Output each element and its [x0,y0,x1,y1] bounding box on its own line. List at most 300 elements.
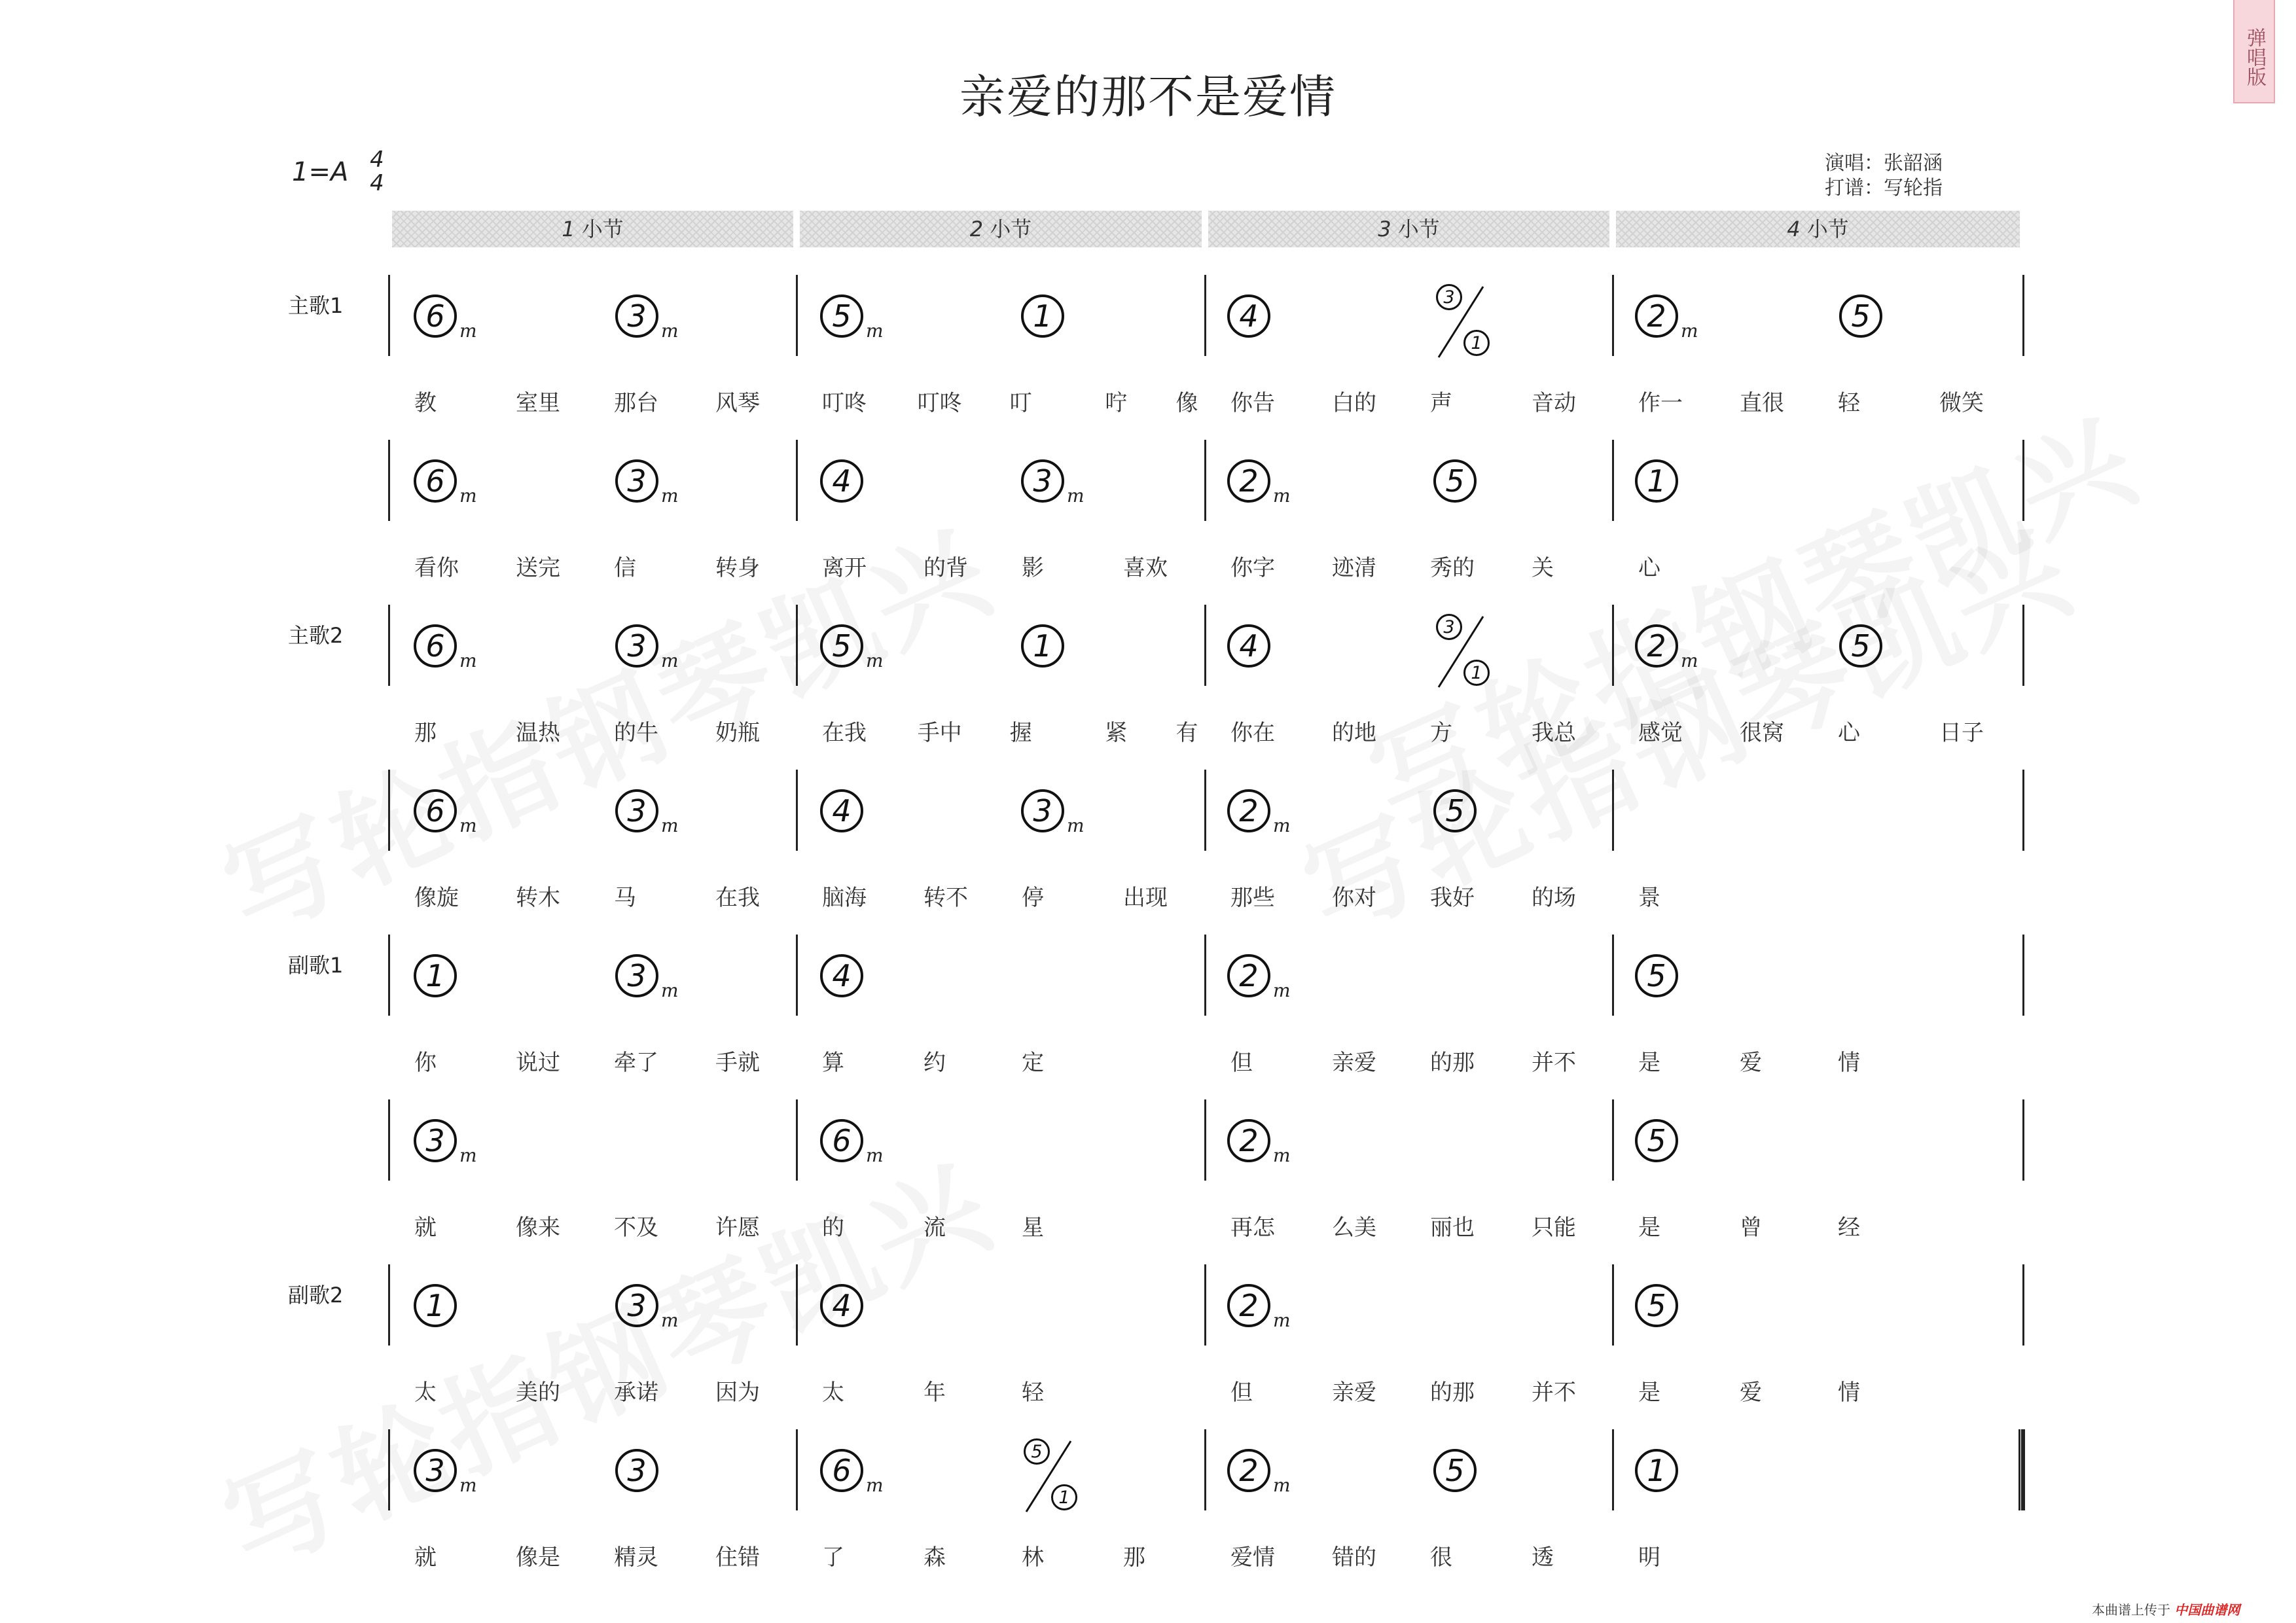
chord [615,624,679,671]
lyric-syllable: 音动 [1532,390,1576,416]
chord-root-circle: 3 [1436,284,1462,310]
lyric-syllable: 的地 [1332,720,1376,746]
chord [615,294,679,342]
lyric-syllable: 叮 [1009,390,1032,416]
section-label: 主歌1 [288,293,344,318]
barline [388,1099,390,1181]
lyric-syllable: 是 [1638,1215,1660,1241]
lyric-syllable: 我总 [1532,720,1576,746]
barline [2022,935,2024,1016]
chord-circle: 2 [1227,789,1270,832]
chord-circle: 3 [1021,789,1064,832]
barline [796,770,798,851]
barline [1204,1099,1206,1181]
lyric-syllable: 你 [414,1050,437,1076]
measure-number: 4 [1787,217,1801,241]
chord [414,1449,477,1496]
chord-circle: 3 [1021,459,1064,503]
barline [1612,275,1614,356]
lyric-syllable: 那 [414,720,437,746]
lyric-syllable: 爱 [1740,1380,1762,1406]
lyric-syllable: 因为 [715,1380,760,1406]
chord [1433,459,1477,503]
barline [796,605,798,686]
lyric-syllable: 感觉 [1638,720,1683,746]
lyric-syllable: 年 [924,1380,946,1406]
chord-circle: 4 [1227,624,1270,668]
lyric-syllable: 像来 [516,1215,560,1241]
chord-circle: 5 [1433,1449,1477,1492]
chord [820,459,863,503]
chord-minor-mark: m [459,815,477,836]
chord-circle: 3 [615,294,658,338]
barline [1204,935,1206,1016]
chord-minor-mark: m [866,320,884,342]
lyric-syllable: 叮咚 [822,390,867,416]
chord-minor-mark: m [1067,815,1085,836]
chord-root-circle: 3 [1436,614,1462,640]
lyric-syllable: 作一 [1638,390,1683,416]
lyric-syllable: 并不 [1532,1050,1576,1076]
barline [796,1264,798,1346]
chord-circle: 5 [1433,789,1477,832]
chord-minor-mark: m [1273,1474,1291,1496]
chord-minor-mark: m [661,650,679,671]
time-signature-top: 4 [370,147,384,173]
lyric-syllable: 很 [1430,1544,1452,1571]
chord [1635,1119,1678,1162]
chord [1227,789,1291,836]
chord [414,294,477,342]
lyric-syllable: 的 [822,1215,844,1241]
lyric-syllable: 在我 [822,720,867,746]
key-degree: 1 [292,157,309,187]
measure-number: 3 [1378,217,1391,241]
barline [1204,605,1206,686]
watermark [196,1118,1015,1599]
chord [414,789,477,836]
lyric-syllable: 是 [1638,1050,1660,1076]
chord-minor-mark: m [1273,815,1291,836]
chord-circle: 2 [1635,624,1678,668]
lyric-syllable: 么美 [1332,1215,1376,1241]
chord [1635,624,1698,671]
barline [1612,1429,1614,1510]
chord-circle: 1 [1021,294,1064,338]
lyric-syllable: 亲爱 [1332,1050,1376,1076]
lyric-syllable: 你在 [1230,720,1275,746]
measure-header [1616,211,2020,247]
chord [820,1119,884,1166]
lyric-syllable: 爱情 [1230,1544,1275,1571]
chord-circle: 3 [615,459,658,503]
lyric-syllable: 转木 [516,885,560,911]
chord-circle: 5 [820,294,863,338]
lyric-syllable: 住错 [715,1544,760,1571]
lyric-syllable: 森 [924,1544,946,1571]
measure-header [1208,211,1609,247]
chord [820,294,884,342]
lyric-syllable: 我好 [1430,885,1475,911]
chord [820,624,884,671]
lyric-syllable: 出现 [1123,885,1168,911]
lyric-syllable: 说过 [516,1050,560,1076]
lyric-syllable: 看你 [414,555,459,581]
lyric-syllable: 马 [614,885,636,911]
chord-minor-mark: m [1067,485,1085,507]
chord [820,789,863,832]
barline [796,275,798,356]
lyric-syllable: 关 [1532,555,1554,581]
barline [388,1429,390,1510]
chord-minor-mark: m [459,650,477,671]
chord-circle: 1 [1635,1449,1678,1492]
chord-circle: 6 [414,459,457,503]
lyric-syllable: 咛 [1105,390,1128,416]
slash-chord [1021,1438,1077,1514]
lyric-syllable: 亲爱 [1332,1380,1376,1406]
lyric-syllable: 奶瓶 [715,720,760,746]
chord [1839,294,1882,338]
measure-label: 小节 [1391,217,1440,241]
barline [2022,1264,2024,1346]
chord-circle: 6 [414,624,457,668]
lyric-syllable: 很窝 [1740,720,1784,746]
lyric-syllable: 定 [1022,1050,1044,1076]
chord-circle: 5 [1635,1284,1678,1327]
chord-minor-mark: m [661,980,679,1001]
chord [820,1284,863,1327]
lyric-syllable: 透 [1532,1544,1554,1571]
barline [388,605,390,686]
chord-minor-mark: m [661,485,679,507]
chord [1021,294,1064,338]
lyric-syllable: 的那 [1430,1050,1475,1076]
lyric-syllable: 情 [1838,1380,1860,1406]
lyric-syllable: 送完 [516,555,560,581]
chord [1635,954,1678,997]
lyric-syllable: 像是 [516,1544,560,1571]
barline [1612,605,1614,686]
lyric-syllable: 转不 [924,885,968,911]
chord [1635,1284,1678,1327]
chord-circle: 5 [1839,624,1882,668]
chord-minor-mark: m [1273,980,1291,1001]
lyric-syllable: 在我 [715,885,760,911]
barline [1204,440,1206,521]
lyric-syllable: 那 [1123,1544,1145,1571]
score-title: 亲爱的那不是爱情 [960,70,1336,124]
key-signature [292,157,348,187]
lyric-syllable: 轻 [1022,1380,1044,1406]
chord [1433,789,1477,832]
slash-chord [1433,614,1490,690]
chord-circle: 1 [414,954,457,997]
chord-minor-mark: m [1681,650,1698,671]
chord-minor-mark: m [1273,1145,1291,1166]
lyric-syllable: 影 [1022,555,1044,581]
chord-circle: 2 [1227,1119,1270,1162]
lyric-syllable: 星 [1022,1215,1044,1241]
lyric-syllable: 情 [1838,1050,1860,1076]
lyric-syllable: 手就 [715,1050,760,1076]
lyric-syllable: 声 [1430,390,1452,416]
chord-circle: 1 [414,1284,457,1327]
chord-circle: 4 [820,789,863,832]
lyric-syllable: 的场 [1532,885,1576,911]
barline [388,935,390,1016]
lyric-syllable: 握 [1009,720,1032,746]
measure-header [800,211,1202,247]
chord [1839,624,1882,668]
chord-circle: 6 [820,1449,863,1492]
chord-minor-mark: m [1273,1310,1291,1331]
barline [388,275,390,356]
barline [796,935,798,1016]
chord-minor-mark: m [866,650,884,671]
chord-circle: 3 [615,1284,658,1327]
chord-circle: 1 [1635,459,1678,503]
lyric-syllable: 喜欢 [1123,555,1168,581]
chord-circle: 2 [1635,294,1678,338]
section-label: 副歌2 [288,1283,344,1308]
upload-note [2092,1599,2240,1618]
chord [414,954,457,997]
lyric-syllable: 手中 [917,720,962,746]
lyric-syllable: 是 [1638,1380,1660,1406]
chord [1227,1449,1291,1496]
barline [1612,1099,1614,1181]
barline [1612,935,1614,1016]
performance-version-stamp: 弹唱版 [2233,0,2275,103]
lyric-syllable: 再怎 [1230,1215,1275,1241]
chord-circle: 5 [820,624,863,668]
lyric-syllable: 心 [1838,720,1860,746]
lyric-syllable: 微笑 [1939,390,1984,416]
barline [388,770,390,851]
chord [615,1449,658,1492]
lyric-syllable: 心 [1638,555,1660,581]
chord-minor-mark: m [459,1474,477,1496]
lyric-syllable: 明 [1638,1544,1660,1571]
measure-label: 小节 [1800,217,1849,241]
lyric-syllable: 温热 [516,720,560,746]
chord [1635,459,1678,503]
chord [615,789,679,836]
chord [1635,294,1698,342]
lyric-syllable: 有 [1175,720,1198,746]
barline [796,1429,798,1510]
chord-circle: 3 [615,789,658,832]
barline [2022,1099,2024,1181]
barline [1204,275,1206,356]
chord-minor-mark: m [459,485,477,507]
chord-bass-circle: 1 [1463,660,1490,686]
lyric-syllable: 曾 [1740,1215,1762,1241]
chord [414,1119,477,1166]
lyric-syllable: 太 [414,1380,437,1406]
lyric-syllable: 秀的 [1430,555,1475,581]
chord-minor-mark: m [1273,485,1291,507]
chord-circle: 5 [1839,294,1882,338]
time-signature-bottom: 4 [370,170,384,196]
lyric-syllable: 像旋 [414,885,459,911]
lyric-syllable: 算 [822,1050,844,1076]
lyric-syllable: 教 [414,390,437,416]
chord-circle: 3 [414,1119,457,1162]
barline [388,1264,390,1346]
chord [1021,459,1085,507]
chord-circle: 4 [820,1284,863,1327]
lyric-syllable: 精灵 [614,1544,658,1571]
chord-minor-mark: m [459,1145,477,1166]
lyric-syllable: 就 [414,1215,437,1241]
chord-circle: 5 [1635,954,1678,997]
time-signature [364,148,390,195]
lyric-syllable: 你对 [1332,885,1376,911]
lyric-syllable: 但 [1230,1380,1253,1406]
lyric-syllable: 了 [822,1544,844,1571]
chord [1433,1449,1477,1492]
lyric-syllable: 错的 [1332,1544,1376,1571]
lyric-syllable: 那些 [1230,885,1275,911]
measure-number: 2 [969,217,984,241]
chord [414,624,477,671]
lyric-syllable: 室里 [516,390,560,416]
lyric-syllable: 紧 [1105,720,1128,746]
chord-circle: 4 [820,954,863,997]
upload-site: 中国曲谱网 [2174,1602,2240,1618]
lyric-syllable: 你字 [1230,555,1275,581]
chord-circle: 5 [1635,1119,1678,1162]
lyric-syllable: 那台 [614,390,658,416]
chord-circle: 5 [1433,459,1477,503]
lyric-syllable: 约 [924,1050,946,1076]
singer-credit: 演唱：张韶涵 [1825,152,1943,175]
chord [1227,294,1270,338]
chord-circle: 4 [1227,294,1270,338]
chord-minor-mark: m [866,1474,884,1496]
chord-minor-mark: m [661,1310,679,1331]
barline [1204,770,1206,851]
lyric-syllable: 太 [822,1380,844,1406]
lyric-syllable: 景 [1638,885,1660,911]
chord-circle: 4 [820,459,863,503]
chord [1635,1449,1678,1492]
barline [2022,275,2024,356]
chord-circle: 3 [615,954,658,997]
chord-circle: 3 [414,1449,457,1492]
lyric-syllable: 就 [414,1544,437,1571]
lyric-syllable: 轻 [1838,390,1860,416]
chord-root-circle: 5 [1024,1438,1050,1465]
chord [1227,459,1291,507]
chord [1227,1119,1291,1166]
measure-label: 小节 [575,217,624,241]
measure-number: 1 [562,217,575,241]
chord-circle: 6 [820,1119,863,1162]
lyric-syllable: 丽也 [1430,1215,1475,1241]
final-barline [2018,1429,2025,1510]
arranger-credit: 打谱：写轮指 [1825,177,1943,200]
chord [615,1284,679,1331]
barline [2022,605,2024,686]
chord [1227,954,1291,1001]
chord-bass-circle: 1 [1463,330,1490,356]
chord-circle: 2 [1227,1284,1270,1327]
chord-minor-mark: m [459,320,477,342]
chord [820,954,863,997]
lyric-syllable: 像 [1175,390,1198,416]
lyric-syllable: 脑海 [822,885,867,911]
measure-header [392,211,793,247]
lyric-syllable: 直很 [1740,390,1784,416]
chord-circle: 1 [1021,624,1064,668]
barline [1612,770,1614,851]
watermark [196,483,1015,965]
chord-minor-mark: m [661,815,679,836]
lyric-syllable: 的背 [924,555,968,581]
barline [1204,1264,1206,1346]
upload-prefix: 本曲谱上传于 [2092,1602,2170,1618]
lyric-syllable: 白的 [1332,390,1376,416]
slash-chord [1433,284,1490,360]
lyric-syllable: 停 [1022,885,1044,911]
lyric-syllable: 许愿 [715,1215,760,1241]
chord-circle: 6 [414,789,457,832]
chord [1227,624,1270,668]
lyric-syllable: 经 [1838,1215,1860,1241]
measure-label: 小节 [983,217,1032,241]
lyric-syllable: 只能 [1532,1215,1576,1241]
lyric-syllable: 林 [1022,1544,1044,1571]
lyric-syllable: 转身 [715,555,760,581]
chord [615,459,679,507]
barline [388,440,390,521]
lyric-syllable: 叮咚 [917,390,962,416]
chord [820,1449,884,1496]
chord-circle: 2 [1227,1449,1270,1492]
chord [414,1284,457,1327]
barline [796,1099,798,1181]
barline [1612,440,1614,521]
lyric-syllable: 流 [924,1215,946,1241]
lyric-syllable: 美的 [516,1380,560,1406]
chord-minor-mark: m [661,320,679,342]
lyric-syllable: 承诺 [614,1380,658,1406]
lyric-syllable: 爱 [1740,1050,1762,1076]
chord [414,459,477,507]
chord-circle: 6 [414,294,457,338]
key-text: =A [308,157,349,187]
lyric-syllable: 的牛 [614,720,658,746]
chord-circle: 2 [1227,954,1270,997]
chord [1021,624,1064,668]
chord-minor-mark: m [866,1145,884,1166]
barline [796,440,798,521]
lyric-syllable: 信 [614,555,636,581]
lyric-syllable: 牵了 [614,1050,658,1076]
lyric-syllable: 你告 [1230,390,1275,416]
lyric-syllable: 但 [1230,1050,1253,1076]
chord [1227,1284,1291,1331]
lyric-syllable: 不及 [614,1215,658,1241]
barline [2022,770,2024,851]
barline [2022,440,2024,521]
chord [615,954,679,1001]
chord [1021,789,1085,836]
lyric-syllable: 的那 [1430,1380,1475,1406]
